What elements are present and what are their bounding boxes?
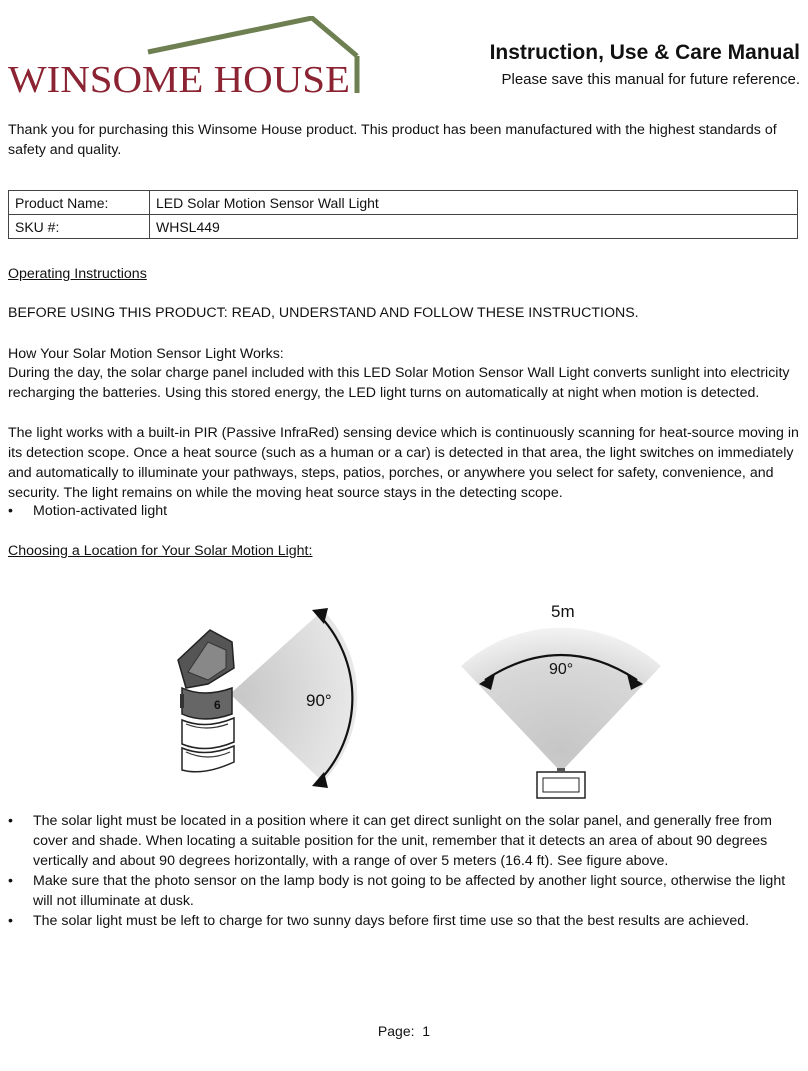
list-item bbox=[8, 501, 800, 521]
feature-list bbox=[8, 501, 800, 521]
manual-subtitle: Please save this manual for future reference. bbox=[501, 71, 800, 88]
spec-value: LED Solar Motion Sensor Wall Light bbox=[150, 191, 798, 215]
brand-logo bbox=[8, 16, 366, 98]
bullet-icon: • bbox=[8, 913, 13, 929]
intro-paragraph: Thank you for purchasing this Winsome House product. This product has been manufactured with the highest standards of safety and quality. bbox=[8, 122, 777, 158]
location-bullet-list bbox=[8, 811, 800, 931]
list-item bbox=[8, 911, 800, 931]
location-heading: Choosing a Location for Your Solar Motion Light: bbox=[8, 543, 313, 559]
page-number: 1 bbox=[422, 1023, 431, 1039]
list-item-text: Make sure that the photo sensor on the lamp body is not going to be affected by another light source, otherwise the light will not illuminate at dusk. bbox=[33, 873, 786, 909]
operating-instructions-heading: Operating Instructions bbox=[8, 266, 147, 282]
list-item-text: The solar light must be left to charge for two sunny days before first time use so that the best results are achieved. bbox=[33, 913, 750, 929]
wall-light-icon bbox=[178, 630, 234, 772]
how-it-works-heading: How Your Solar Motion Sensor Light Works: bbox=[8, 346, 284, 362]
manual-title: Instruction, Use & Care Manual bbox=[489, 41, 800, 64]
vertical-angle-label: 90° bbox=[306, 691, 332, 710]
warning-text: BEFORE USING THIS PRODUCT: READ, UNDERSTAND AND FOLLOW THESE INSTRUCTIONS. bbox=[8, 305, 639, 321]
table-row bbox=[9, 191, 798, 215]
range-label: 5m bbox=[551, 602, 575, 621]
spec-value: WHSL449 bbox=[150, 215, 798, 239]
bullet-icon: • bbox=[8, 503, 13, 519]
detection-cone bbox=[461, 628, 661, 772]
page-label: Page: bbox=[377, 1023, 415, 1039]
title-block bbox=[490, 40, 800, 90]
table-row bbox=[9, 215, 798, 239]
side-view-detection-figure bbox=[168, 602, 368, 802]
bullet-icon: • bbox=[8, 813, 13, 829]
bullet-icon: • bbox=[8, 873, 13, 889]
spec-label: Product Name: bbox=[9, 191, 150, 215]
wall-light-top-icon bbox=[537, 768, 585, 798]
list-item-text: The solar light must be located in a position where it can get direct sunlight on the solar panel, and generally free from cover and shade. When locating a suitable position for the unit, remember that it detects an area of about 90 degrees vertically and about 90 degrees horizontally, with a range of over 5 meters (16.4 ft). See figure above. bbox=[33, 813, 772, 869]
horizontal-angle-label: 90° bbox=[549, 661, 574, 678]
how-it-works-paragraph-2: The light works with a built-in PIR (Passive InfraRed) sensing device which is continuously scanning for heat-source moving in its detection scope. Once a heat source (such as a human or a car) is detected in that area, the light switches on immediately and automatically to illuminate your pathways, steps, patios, porches, or anywhere you select for safety, convenience, and security. The light remains on while the moving heat source stays in the detecting scope. bbox=[8, 425, 799, 501]
spec-label: SKU #: bbox=[9, 215, 150, 239]
page-footer bbox=[0, 1023, 808, 1039]
list-item-text: Motion-activated light bbox=[33, 503, 168, 519]
list-item bbox=[8, 811, 800, 871]
list-item bbox=[8, 871, 800, 911]
how-it-works-paragraph-1: During the day, the solar charge panel included with this LED Solar Motion Sensor Wall Light converts sunlight into electricity recharging the batteries. Using this stored energy, the LED light turns on automatically at night when motion is detected. bbox=[8, 365, 790, 401]
logo-house-roof-icon bbox=[8, 16, 366, 98]
product-spec-table bbox=[8, 190, 798, 239]
top-view-detection-figure bbox=[455, 596, 667, 802]
brand-wordmark: WINSOME HOUSE bbox=[8, 59, 350, 98]
lamp-digit-label: 6 bbox=[214, 698, 221, 712]
